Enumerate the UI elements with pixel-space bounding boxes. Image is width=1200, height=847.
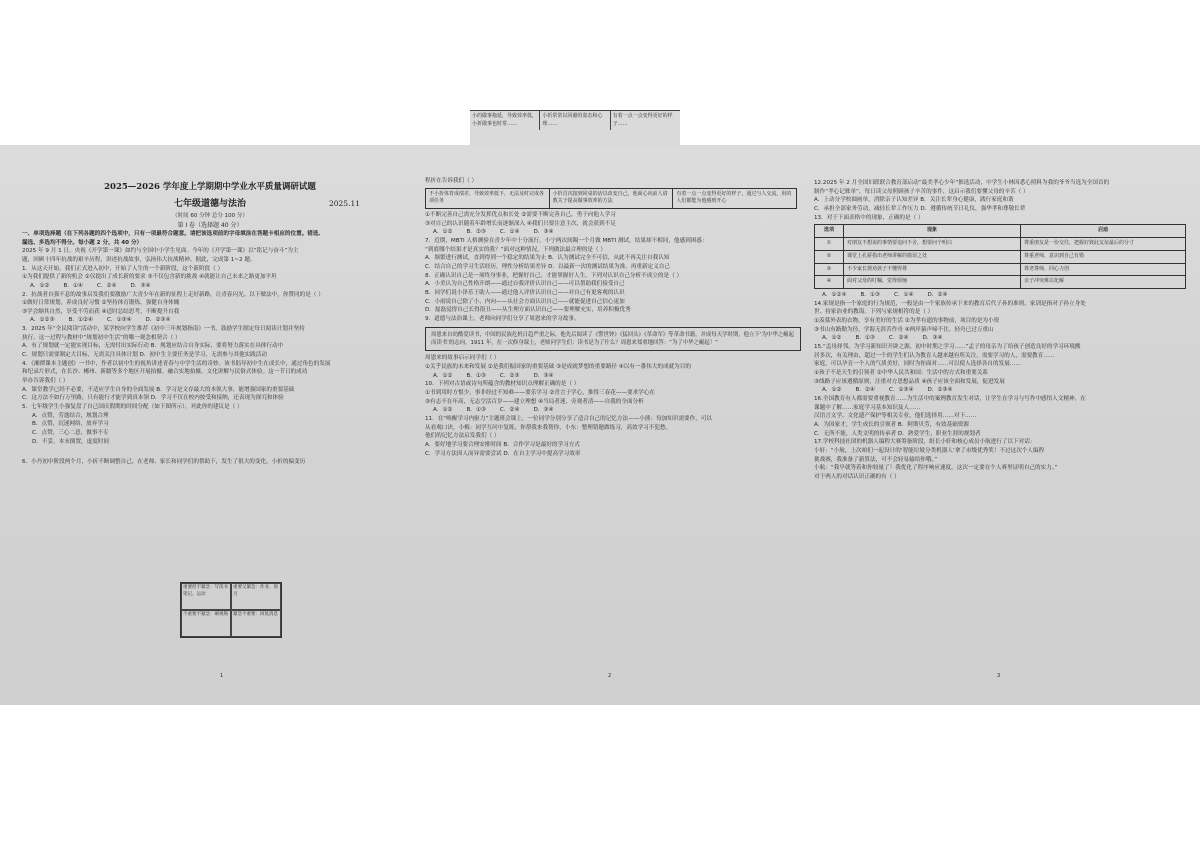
question-8: 8．正确认识自己是一项终身事业，把握好自己，才能掌握好人生。下列对认识自己分析不成立的是（ ） [425, 272, 683, 279]
option: D．③④ [533, 372, 554, 379]
q12-options: A．上动分学校圆画单，消除亲子认知差异 B．关注长辈身心健康，践行家庭和谐 [814, 197, 1014, 204]
page-number: 2 [608, 673, 612, 680]
table-cell: ④ [815, 276, 844, 289]
option: B．①③ [466, 372, 486, 379]
table-cell: 小折首次接到同桌的话以改变自己，他面心向前人请教关于提高做事效率的方法 [549, 188, 673, 209]
q13-options [812, 291, 1197, 300]
table-header: 启迪 [1021, 225, 1186, 238]
option: D．③④ [130, 282, 151, 289]
option: D．③④ [922, 335, 943, 342]
q1-intro: 2025 年 9 月 1 日，央视《开学第一课》如约与全国中小学生见面。今年的《开学第一课》以“铭记与奋斗”为主 [22, 248, 299, 255]
q15-statements: ③线路子应该遵循原则，注重对方思想品质 ④孩子应该全面和发展，促进发展 [814, 378, 1005, 385]
q3-options: C．规划只需要制定大目标，无需关注具体计划 D．初中生主要任务是学习，无需参与其他实践活动 [22, 352, 267, 359]
option: C．②④ [499, 407, 520, 414]
section-heading: 一、单项选择题（在下列各题的四个选项中，只有一项最符合题意。请把该选项前的字母填涂在答题卡相应的位置。错选、 [22, 230, 325, 237]
q4-options: A．课堂教学已经不必要，不适应学生自身的全面发展 B．学习是文存最大的本领大事，能增强国家的重要基础 [22, 386, 295, 393]
option: B．②④ [855, 387, 875, 394]
option: C．②④ [888, 335, 909, 342]
quadrant: 重要又紧急：作业、预习 [231, 583, 281, 610]
question-11: 11．在“唤醒学习内驱力”主题班会课上，一位同学分别分享了适合自己的记忆方法——小熊：每加知识需要作，可以 [425, 416, 713, 423]
table-header: 现象 [844, 225, 1021, 238]
q3-options: A．有了规划就一定能实现目标，无需付出实际行动 B．规划应结合自身实际，要将努力落实在具体行动中 [22, 343, 284, 350]
q6-statements: ③对自己的认识随着年龄增长而逐渐深入 ④我们只要注意主次，就会获到不足 [425, 220, 616, 227]
table-row [815, 250, 1186, 263]
exam-page-2 [423, 145, 803, 705]
q6-statements: ①不断完善自己需充分发挥优点和长处 ②需要不断完善自己，勇于向他人学习 [425, 212, 616, 219]
q10-statements: ③有志不在年高，无志空活百岁——建立理想 ④当局者迷，旁观者清——自我的全面分析 [425, 398, 644, 405]
question-17-cont: 小航：“我早就等着和你较量了！我优化了程序响应速度，这次一定要在个人赛里证明自己的实力。” [814, 465, 1058, 472]
option: D．不妥，本末倒置，虚度时间 [32, 438, 110, 445]
question-5: 5．七年级学生小强复盘了自己国庆假期的时间分配（如下图所示），对此你的建议是（ ） [22, 404, 243, 411]
table-cell: ② [815, 250, 844, 263]
phenomenon-table [814, 224, 1186, 289]
table-cell: 有着一点一点变得更好的样子，通过与人交流，用的人们都能为他感到开心 [673, 188, 797, 209]
q9-options [423, 372, 803, 381]
table-row [815, 238, 1186, 251]
q8-option: B．同学们说小泽乐于助人——通过他人评价认识自己——对自己有更客观的认识 [425, 290, 625, 297]
question-13: 13．对于下面表格中的现象，正确的是（ ） [814, 214, 924, 221]
question-7-cont: “到底哪个结果才是真实的我？”面对这种情况，下列做法最合理的是（ ） [425, 246, 606, 253]
table-cell: 尊重老师，意识到自己有错 [1021, 250, 1186, 263]
question-10: 10．下列对古语或诗句所蕴含的教材知识点理解正确的是（ ） [425, 381, 580, 388]
question-16: 16.全国教育有人都需要重视教育……为生活中的案例教育发生对话，让学生在学习与写作中感悟人文精神，在 [814, 395, 1086, 402]
q7-options: A．频繁进行测试，直到得到一个稳定的结果为止 B．认为测试完全不可信，从此不再关注自我认知 [425, 255, 670, 262]
table-header: 选项 [815, 225, 844, 238]
question-15: 15.“孟母择邻，为学习新知识开辟之源，初中时期之学习……”孟子的母亲为了给孩子创造良好的学习环境搬 [814, 343, 1081, 350]
table-row [815, 263, 1186, 276]
q2-statements: ③学会顺其自然，享受不劳而获 ④适时总结思考，不断提升自我 [22, 308, 180, 315]
q8-option: D．磊磊觉得自己长得很丑——从生理方面认识自己——要理解充实，培养积极优秀 [425, 307, 631, 314]
story-box: 周恩来自幼酷爱读书，中国的民族危机日趋严重之际，他先后阅读了《警世钟》《猛回头》《革命军》等革命书籍，并成每天学时期，他立下‘为中华之崛起而读书’的志向。1911 年，在一次修身课上，老师问学生们：读书是为了什么？周恩来郑重地回答：“为了中华之崛起！” [425, 327, 801, 352]
option: B．①③ [466, 407, 486, 414]
question-12-cont: 制作“孝心记账单”，每日读父母照顾孩子辛苦的事件，这启示我们要懂父母的辛苦（ ） [814, 188, 1029, 195]
option: D．②③④ [145, 317, 171, 324]
option: A．①② [30, 282, 50, 289]
change-table [425, 188, 797, 210]
q9-statements: ①关乎民族的未来和发展 ②是我们振国家的重要基础 ③是成就梦想的重要路径 ④以有一番伟大的成就为目的 [425, 364, 691, 371]
page-number: 3 [997, 673, 1001, 680]
q12-options: C．承担全部家务劳动，减轻长辈工作压力 D．遵循传统节日礼仪，强华孝和尊敬长辈 [814, 205, 1026, 212]
q14-statements: ③书山有路勤为径，学海无涯苦作舟 ④两岸猿声啼不住，轻舟已过万重山 [814, 326, 994, 333]
option: A．①② [433, 229, 453, 236]
table-cell: 亲子冲突难以化解 [1021, 276, 1186, 289]
option: A．①② [822, 387, 842, 394]
question-17: 17.学校科技社团的机器人编程大赛筹备阶段，组长小轩和核心成员小航进行了以下对话： [814, 439, 1036, 446]
option: A．①②④ [822, 292, 847, 299]
quadrant: 紧急不重要：回复消息 [231, 610, 281, 637]
question-4-cont: 举办告诉我们（ ） [22, 378, 69, 385]
q1-options [20, 282, 400, 291]
option: A．①②③ [30, 317, 55, 324]
option: B．①④ [63, 282, 83, 289]
option: A．①② [433, 407, 453, 414]
fragment-cell: 小折常常以回避的姿态和心理…… [540, 111, 610, 130]
table-cell: ③ [815, 263, 844, 276]
question-14-cont: 世、持家治业的教诲。下列与家规相符的是（ ） [814, 309, 934, 316]
option: D．②④ [927, 292, 948, 299]
q1-statements: ①为我们提供了新的机会 ②仅提出了成长新的要求 ③不仅包含新的挑战 ④就能让自己未来之路更加平坦 [22, 274, 277, 281]
question-16-cont: 汉语言文学、文化遗产保护等相关专业，他们选择用……对下…… [814, 413, 977, 420]
q10-statements: ①书到用时方恨少，事非经过不知难——要乐学习 ②青言于学心，推得三春花——要求学心在 [425, 390, 655, 397]
question-17-cont: 对于两人的对话认识正确的有（ ） [814, 473, 900, 480]
table-cell: 尊老尊师，同心力创 [1021, 263, 1186, 276]
table-cell: 不小折体育成绩差，导致效率低下，无法及时完成各项任务 [426, 188, 550, 209]
option: A．①② [822, 335, 842, 342]
option: C．①③④ [888, 387, 914, 394]
question-3-cont: 执行。这一过程与教材中“规划初中生活”的哪一观念相契合（ ） [22, 334, 181, 341]
time-quadrant-diagram [180, 582, 282, 638]
table-row [815, 276, 1186, 289]
option: B．点赞，沉迷网络，放弃学习 [32, 421, 109, 428]
exam-page-1 [20, 145, 400, 705]
question-9: 9．道德与法治课上，老师向同学们分享了周恩来的学习故事。 [425, 316, 580, 323]
exam-date: 2025.11 [328, 199, 360, 209]
q2-statements: ①做好日常规划，养成良好习惯 ②坚持体育锻炼，强健自身体魄 [22, 300, 180, 307]
quadrant: 不重要不紧急：刷视频 [181, 610, 231, 637]
question-4-cont: 和纪录片形式，在长沙、郴州、新疆等多个地区开展拍摄。融合实地拍摄、文化讲解与民俗式体验。这一节日的成功 [22, 369, 308, 376]
q6-options [423, 228, 803, 237]
question-17-cont: 小轩：“小航，上次咱们一起设计的‘智能垃圾分类机器人’拿了市级优秀奖！不过这次个人编程 [814, 447, 1045, 454]
q10-options [423, 406, 803, 415]
question-14: 14.家规是指一个家庭的行为规范，一般是由一个家族传承下来的教育后代子孙的准则，家训是指对子孙立身处 [814, 300, 1086, 307]
option: A．点赞，劳逸结合，规划合理 [32, 412, 109, 419]
table-cell: 对朋友不想说的事情要追问不舍，想要问个明白 [844, 238, 1021, 251]
question-11-cont: 从看观口诀，小梅：同学互问中复练，你帮我来我帮你，小东：整理错题做练习，高效学习不犯愁。 [425, 424, 672, 431]
question-6: 6．小丹初中阶段两个月，小折不断调整自己，在老师、家长和同学们的帮助下，发生了很大的变化，小折的偏变历 [22, 459, 306, 466]
option: C．①③④ [106, 317, 132, 324]
question-15-cont: 居多次，有关理由，超过一个的学生们认为教育人越来越有所关注，需要学习的人，需要教育…… [814, 352, 1055, 359]
question-7: 7．近期，MBTI 人格测验在青少年中十分流行。小宁两次间隔一个月做 MBTI 测试，结果却不相同，他感到困惑： [425, 238, 708, 245]
question-17-cont: 挑战赛，我准备了新算法，可不会轻易输给你哦。” [814, 456, 938, 463]
page-2-top-fragment [470, 110, 680, 146]
part-label: 第 I 卷（选择题 40 分） [177, 221, 243, 229]
q14-options [812, 334, 1197, 343]
q6-intro: 程折在告诉我们（ ） [425, 178, 478, 184]
q4-options: C．这方法不如行万里路，只有能行才能学到真本领 D．学习不仅在校内按受和接纳，还表现为探究和体验 [22, 395, 284, 402]
table-cell: 面对父母的叮嘱，觉得烦恼 [844, 276, 1021, 289]
fragment-cell: 小的做事拖延，导致效率低，小折做事也时常…… [470, 111, 540, 130]
q15-options [812, 386, 1197, 395]
exam-header: 2025—2026 学年度上学期期中学业水平质量调研试题 [104, 182, 316, 192]
table-cell: ① [815, 238, 844, 251]
option: C．②④ [96, 282, 117, 289]
option: B．①②④ [68, 317, 93, 324]
question-2: 2．抗战者自强不息的故事启发我们要激励广大青少年在新的征程上走好新路，让青春闪光。以下做法中，你赞同的是（ ） [22, 291, 324, 298]
exam-page-3 [812, 145, 1197, 705]
table-cell: 不少家长规劝孩子不懂得尊 [844, 263, 1021, 276]
option: D．③④ [533, 407, 554, 414]
table-header-row [815, 225, 1186, 238]
option: C．①④ [499, 229, 520, 236]
q16-options: C．无所不能，人类文明的传承者 D．熟爱学生，职业生涯的规划者 [814, 430, 981, 437]
q8-option: A．小美认为自己性格开朗——通过自我评价认识自己——可以帮助我们接受自己 [425, 281, 625, 288]
table-cell: 课堂上孔骄指出老师讲解的错误之处 [844, 250, 1021, 263]
table-cell: 尊重朋友是一份交往，把握好彼此友谊最后的分寸 [1021, 238, 1186, 251]
exam-subject [20, 198, 400, 212]
option: B．②③ [466, 229, 486, 236]
q7-options: C．结合自己的学习生活经历，理性分析结果差异 D．以最新一次的测试结果为准，再重新定义自己 [425, 264, 670, 271]
question-3: 3．2025 年“全民阅读”活动中，某学校向学生推荐《初中三年规划指南》一书，鼓励学生制定每日阅读计划并坚持 [22, 326, 305, 333]
q1-intro-cont: 题，回顾十四年抗战的艰辛历程，讲述抗战故事，弘扬伟大抗战精神。据此，完成第 1~2 题。 [22, 256, 256, 263]
question-15-cont: 家庭，可以孕育一个人的气质美好，同时为你面对……可以使人选择各自的发展…… [814, 361, 1021, 368]
q16-options: A．为国家才，学生成长的引领者 B．阿斯贝劳，有效基础资源 [814, 421, 969, 428]
question-12: 12.2025 年 2 月全国妇联联合教育部启动“最美孝心少年”推选活动，中学生小林因悉心照料为我的爷爷当选为全国首的 [814, 180, 1110, 186]
option: C．②③ [499, 372, 520, 379]
exam-time: （时间 60 分钟 总分 100 分） [172, 213, 248, 220]
page-number: 1 [220, 673, 224, 680]
question-4: 4．《湘潭课本主题创》一书中，作者以初中生的视角讲述青春与中学生活的奇妙。该书倡导初中生在成长中，通过角色的发展 [22, 360, 331, 367]
question-16-cont: 课题中了解……家庭学习基本知识及人…… [814, 404, 921, 411]
option: C．点赞，三心二意，做事不专 [32, 430, 109, 437]
subject-title: 七年级道德与法治 [173, 199, 246, 210]
q8-option: C．小雨说自己除了小，内向——从社会方面认识自己——就能促进自己信心更加 [425, 298, 625, 305]
q14-statements: ①羡慕外表的衣物，享有美好的生活 ②为孝有遗的事物前，项目的是为小资 [814, 318, 1000, 324]
q2-options [20, 316, 400, 325]
option: C．①④ [893, 292, 914, 299]
exam-sheet-photo [0, 145, 1200, 705]
question-11-cont: 他们的记忆方法启发我们（ ） [425, 433, 500, 440]
quadrant: 重要但不紧急：写读书笔记、运动 [181, 583, 231, 610]
q11-options: A．要好地学习要合理安排时间 B．合作学习是最好的学习方式 [425, 442, 580, 448]
q15-statements: ①孩子不是天生的引领者 ②中华人民共和国：生活中的方式和重要关系 [814, 369, 989, 376]
option: D．②③④ [927, 387, 953, 394]
q9-prompt: 周恩来的故事启示同学们（ ） [425, 355, 500, 362]
option: B．①③ [860, 292, 880, 299]
section-heading-cont: 漏选、多选均不得分。每小题 2 分，共 40 分） [22, 239, 143, 246]
q11-options: C．学习方法因人而异需要尝试 D．在自主学习中提高学习效率 [425, 450, 581, 457]
question-1: 1．从这天开始，我们正式进入初中，开始了人生的一个新阶段，这个新阶段（ ） [22, 265, 224, 272]
option: D．③④ [533, 229, 554, 236]
fragment-cell: 有着一点一点变得更好的样子…… [612, 113, 673, 127]
option: A．①② [433, 372, 453, 379]
option: B．①③ [855, 335, 875, 342]
